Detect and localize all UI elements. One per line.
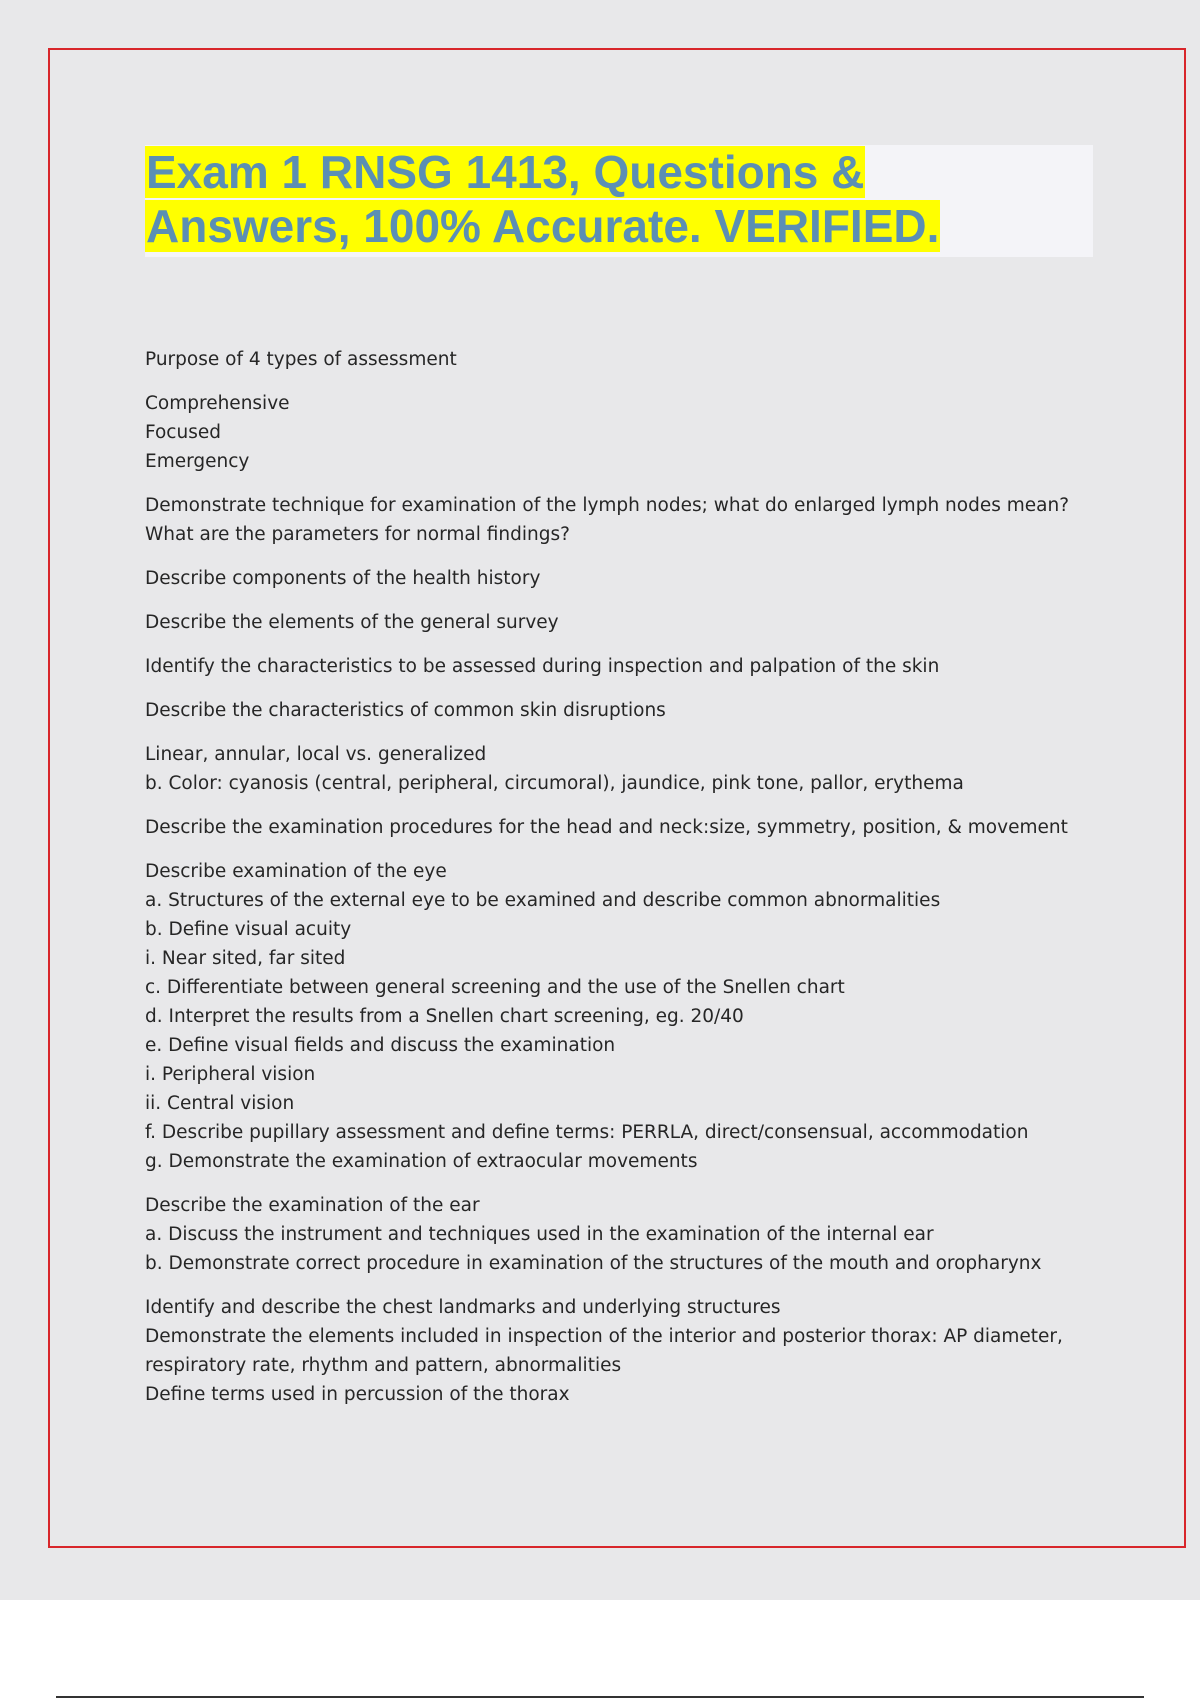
text-line: Purpose of 4 types of assessment xyxy=(145,349,457,370)
text-line: Emergency xyxy=(145,451,250,472)
text-line: e. Define visual fields and discuss the examination xyxy=(145,1035,616,1056)
text-line: Focused xyxy=(145,422,221,443)
title-line-2: Answers, 100% Accurate. VERIFIED. xyxy=(146,200,940,252)
text-line: b. Color: cyanosis (central, peripheral, circumoral), jaundice, pink tone, pallor, erythema xyxy=(145,773,964,794)
paragraph xyxy=(145,389,1075,476)
text-line: a. Structures of the external eye to be examined and describe common abnormalities xyxy=(145,890,941,911)
text-line: Demonstrate technique for examination of the lymph nodes; what do enlarged lymph nodes mean? xyxy=(145,495,1070,516)
text-line: i. Near sited, far sited xyxy=(145,948,346,969)
text-line: b. Define visual acuity xyxy=(145,919,352,940)
document-title xyxy=(145,145,1093,253)
paragraph xyxy=(145,652,1075,681)
text-line: ii. Central vision xyxy=(145,1093,295,1114)
text-line: f. Describe pupillary assessment and define terms: PERRLA, direct/consensual, accommodation xyxy=(145,1122,1029,1143)
title-line-1: Exam 1 RNSG 1413, Questions & xyxy=(146,146,865,198)
paragraph xyxy=(145,564,1075,593)
text-line: Identify the characteristics to be assessed during inspection and palpation of the skin xyxy=(145,656,940,677)
text-line: Demonstrate the elements included in inspection of the interior and posterior thorax: AP diameter, xyxy=(145,1326,1063,1347)
text-line: Linear, annular, local vs. generalized xyxy=(145,744,487,765)
paragraph xyxy=(145,491,1075,549)
paragraph xyxy=(145,696,1075,725)
text-line: Identify and describe the chest landmarks and underlying structures xyxy=(145,1297,781,1318)
text-line: Describe the examination procedures for the head and neck:size, symmetry, position, & movement xyxy=(145,817,1068,838)
text-line: c. Differentiate between general screening and the use of the Snellen chart xyxy=(145,977,845,998)
text-line: a. Discuss the instrument and techniques used in the examination of the internal ear xyxy=(145,1224,934,1245)
paragraph xyxy=(145,345,1075,374)
paragraph xyxy=(145,813,1075,842)
paragraph xyxy=(145,740,1075,798)
paragraph xyxy=(145,1191,1075,1278)
text-line: Describe the elements of the general survey xyxy=(145,612,559,633)
text-line: Describe the examination of the ear xyxy=(145,1195,480,1216)
text-line: What are the parameters for normal findings? xyxy=(145,524,570,545)
text-line: Describe the characteristics of common skin disruptions xyxy=(145,700,666,721)
text-line: Comprehensive xyxy=(145,393,290,414)
text-line: i. Peripheral vision xyxy=(145,1064,316,1085)
text-line: respiratory rate, rhythm and pattern, abnormalities xyxy=(145,1355,622,1376)
text-line: d. Interpret the results from a Snellen chart screening, eg. 20/40 xyxy=(145,1006,744,1027)
document-body xyxy=(145,345,1075,1424)
paragraph xyxy=(145,857,1075,1176)
text-line: g. Demonstrate the examination of extraocular movements xyxy=(145,1151,698,1172)
paragraph xyxy=(145,1293,1075,1409)
text-line: Define terms used in percussion of the thorax xyxy=(145,1384,570,1405)
paragraph xyxy=(145,608,1075,637)
text-line: b. Demonstrate correct procedure in examination of the structures of the mouth and oropharynx xyxy=(145,1253,1042,1274)
text-line: Describe components of the health history xyxy=(145,568,541,589)
text-line: Describe examination of the eye xyxy=(145,861,447,882)
page-bottom-rule xyxy=(56,1696,1144,1698)
